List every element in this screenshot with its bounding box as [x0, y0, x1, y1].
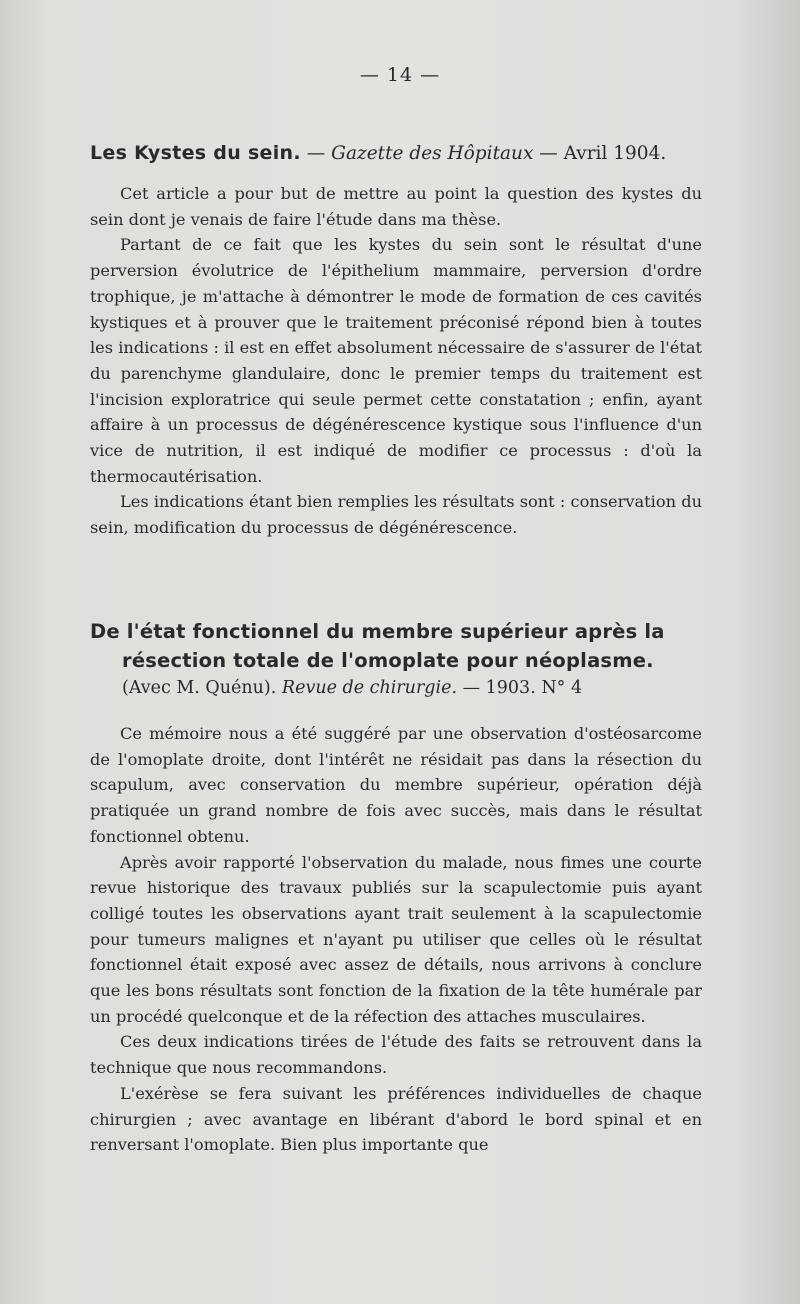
reference-journal: Revue de chirurgie. [281, 678, 458, 698]
paragraph: Cet article a pour but de mettre au point la question des kystes du sein dont je venais de faire l'étude dans ma thèse. [90, 184, 702, 229]
paragraph: Les indications étant bien remplies les résultats sont : conservation du sein, modification du processus de dégénérescence. [90, 492, 702, 538]
paragraph: Après avoir rapporté l'observation du malade, nous fimes une courte revue historique des travaux publiés sur la scapulectomie puis ayant colligé toutes les observations ayant trait seulement à la scapulectomie pour tumeurs malignes et n'ayant pu utiliser que celles où le résultat fonctionnel était exposé avec assez de détails, nous arrivons à conclure que les bons résultats sont fonction de la fixation de la tête humérale par un procédé quelconque et de la réfection des attaches musculaires. [90, 852, 702, 1026]
section-omoplate [90, 617, 702, 1158]
section-title-journal: Gazette des Hôpitaux [331, 143, 534, 164]
section-title [90, 140, 702, 167]
section-reference [90, 675, 702, 701]
paragraph: L'exérèse se fera suivant les préférences individuelles de chaque chirurgien ; avec avantage en libérant d'abord le bord spinal et en renversant l'omoplate. Bien plus importante que [90, 1083, 702, 1155]
page-number: — 14 — [359, 64, 441, 86]
section-title-date: — Avril 1904. [533, 143, 667, 164]
paragraph: Partant de ce fait que les kystes du sein sont le résultat d'une perversion évolutrice de l'épithelium mammaire, perversion d'ordre trophique, je m'attache à démontrer le mode de formation de ces cavités kystiques et à prouver que le traitement préconisé répond bien à toutes les indications : il est en effet absolument nécessaire de s'assurer de l'état du parenchyme glandulaire, donc le premier temps du traitement est l'incision exploratrice qui seule permet cette constatation ; enfin, ayant affaire à un processus de dégénérescence kystique sous l'influence d'un vice de nutrition, il est indiqué de modifier ce processus : d'où la thermocautérisation. [90, 235, 702, 486]
reference-authors: (Avec M. Quénu). [122, 678, 277, 698]
paragraph: Ce mémoire nous a été suggéré par une observation d'ostéosarcome de l'omoplate droite, dont l'intérêt ne résidait pas dans la résection du scapulum, avec conservation du membre supérieur, opération déjà pratiquée un grand nombre de fois avec succès, mais dans le résultat fonctionnel obtenu. [90, 724, 702, 846]
section-title-main: Les Kystes du sein. [90, 142, 301, 164]
section-kystes-du-sein [90, 140, 702, 541]
section-heading: De l'état fonctionnel du membre supérieur après la résection totale de l'omoplate pour néoplasme. [90, 620, 665, 672]
paragraph: Ces deux indications tirées de l'étude des faits se retrouvent dans la technique que nous recommandons. [90, 1032, 702, 1078]
reference-details: — 1903. N° 4 [457, 678, 583, 698]
section-title-dash: — [300, 143, 332, 164]
